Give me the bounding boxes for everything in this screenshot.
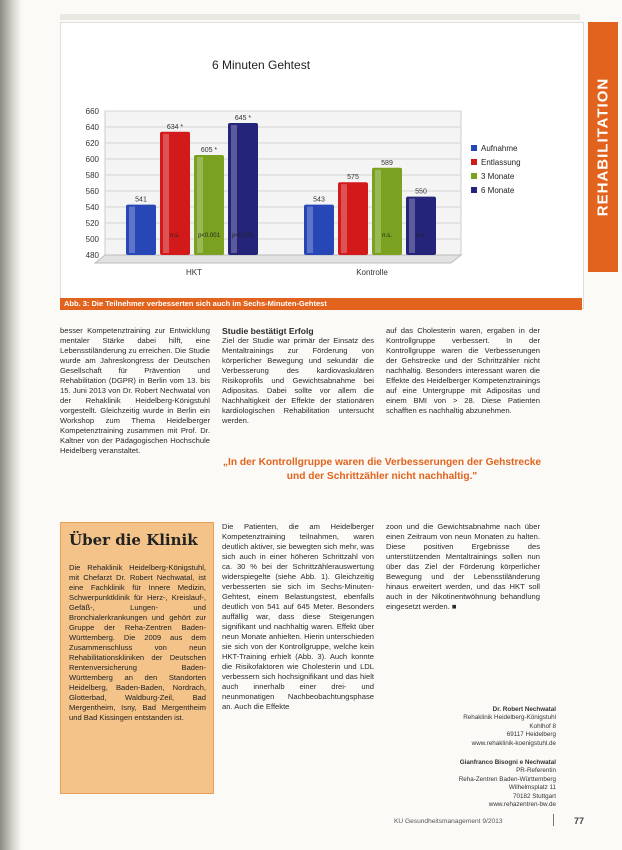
y-tick-label: 540: [85, 203, 99, 212]
legend-swatch: [471, 145, 477, 151]
pull-quote: „In der Kontrollgruppe waren die Verbesserungen der Gehstrecke und der Schrittzähler nicht nachhaltig.": [222, 457, 542, 482]
column-2-text: Ziel der Studie war primär der Einsatz des Mentaltrainings zur Förderung von körperlicher Bewegung und sekundär die Verbesserung des kardiovaskulären Risikoprofils und Gewichtsabnahme bei Adipositas. Dabei sollte vor allem die Nachhaltigkeit der Effekte der stationären kardiologischen Rehabilitation untersucht werden.: [222, 336, 374, 425]
bar-highlight: [129, 207, 135, 253]
legend-swatch: [471, 187, 477, 193]
contact-link[interactable]: www.rehaklinik-koenigstuhl.de: [471, 739, 556, 747]
bar-highlight: [163, 134, 169, 253]
column-3: [386, 326, 540, 416]
column-3-text: auf das Cholesterin waren, ergaben in der Kontrollgruppe verbessert. In der Kontrollgruppe waren die Verbesserungen der Gehstrecke und der Schrittzähler nicht nachhaltig. Besonders interessant waren die Effekte des Heidelberger Kompetenztrainings auf eine Untergruppe mit Adipositas und einem BMI von > 28. Diese Patienten schafften es nachhaltig abzunehmen.: [386, 326, 540, 415]
infobox-title: Über die Klinik: [69, 531, 198, 549]
data-label: 605 *: [200, 147, 218, 154]
legend-swatch: [471, 173, 477, 179]
data-label: 634 *: [166, 123, 184, 131]
column-2: [222, 326, 374, 426]
footer-separator: [553, 814, 554, 826]
contact-link[interactable]: www.rehazentren-bw.de: [488, 801, 556, 809]
x-tick-label: Kontrolle: [356, 268, 388, 277]
bar-highlight: [409, 199, 415, 253]
data-label: 575: [347, 174, 359, 182]
bar-chart: [61, 23, 583, 298]
legend-label: Entlassung: [481, 158, 521, 167]
column-1-text: besser Kompetenztraining zur Entwicklung mentaler Stärke dabei hilft, eine Lebensstiländerung zu erreichen. Die Studie wurde am Jahreskongress der Deutschen Gesellschaft für Prävention und Rehabilitation (DGPR) in Berlin vom 13. bis 15. Juni 2013 von Dr. Robert Nechwatal von der Rehaklinik Heidelberg-Königstuhl vorgestellt. Gleichzeitig wurde in Berlin ein Workshop zum Thema Heidelberger Kompetenztraining zusammen mit Prof. Dr. Kaltner von der Pädagogischen Hochschule Heidelberg veranstaltet.: [60, 326, 210, 455]
y-tick-label: 620: [85, 139, 99, 148]
data-label: 550: [415, 188, 427, 196]
significance-label: n.s.: [170, 233, 180, 239]
legend-label: 3 Monate: [481, 172, 515, 181]
y-tick-label: 520: [85, 219, 99, 228]
contact-line: Kohlhof 8: [529, 722, 556, 730]
infobox-text: Die Rehaklinik Heidelberg-Königstuhl, mit Chefarzt Dr. Robert Nechwatal, ist eine Fachklinik für Innere Medizin, Schwerpunktklinik für Herz-, Kreislauf-, Gefäß-, Lungen- und Bronchialerkrankungen und gehört zur Gruppe der Reha-Zentren Baden-Württemberg. Die 2009 aus dem Zusammenschluss von neun Rehabilitationskliniken der Deutschen Rentenversicherung Baden-Württemberg an den Standorten Heidelberg, Baden-Baden, Nordrach, Glotterbad, Waldburg-Zeil, Bad Mergentheim, Isny, Bad Mergentheim und Bad Kissingen entstanden ist.: [69, 563, 206, 722]
bar-highlight: [307, 207, 313, 253]
figure-caption: Abb. 3: Die Teilnehmer verbesserten sich auch im Sechs-Minuten-Gehtest: [60, 298, 582, 310]
legend-label: 6 Monate: [481, 186, 515, 195]
contact-line: Wilhelmsplatz 11: [508, 784, 556, 792]
footer-publication: KU Gesundheitsmanagement 9/2013: [394, 818, 503, 825]
column-2-lower-text: Die Patienten, die am Heidelberger Kompetenztraining teilnahmen, waren deutlich aktiver, sie bewegten sich mehr, was sich auch in einer höheren Schrittzahl von ca. 30 % bei der Schrittzählerauswertung widerspiegelte (siehe Abb. 1). Gleichzeitig verbesserten sie sich im Sechs-Minuten-Gehtest, einem Belastungstest, ebenfalls deutlich von 541 auf 645 Meter. Besonders auffällig war, dass diese Steigerungen signifikant und nachhaltig waren. Effekt über neun Monate anhielten. Hierin unterschieden sie sich von der Kontrollgruppe, welche kein HKT-Training erhielt (Abb. 3). Auch konnte die Risikofaktoren wie Cholesterin und LDL verbessern sich hochsignifikant und das hielt auch innerhalb einer drei- und neunmonatigen Nachbeobachtungsphase an. Auch die Effekte: [222, 522, 374, 711]
data-label: 543: [313, 196, 325, 204]
contact-line: 69117 Heidelberg: [506, 731, 556, 739]
significance-label: p<0.001: [198, 233, 220, 239]
plot-floor: [95, 255, 461, 263]
section-tab-label: REHABILITATION: [594, 77, 612, 217]
significance-label: n.s.: [382, 233, 392, 239]
chart-title: 6 Minuten Gehtest: [211, 58, 311, 72]
column-1: [60, 326, 210, 456]
significance-label: n.s.: [416, 233, 426, 239]
y-tick-label: 660: [85, 107, 99, 116]
data-label: 541: [135, 196, 147, 204]
contact-line: 70182 Stuttgart: [512, 792, 556, 800]
y-tick-label: 640: [85, 123, 99, 132]
contact-line: Gianfranco Bisogni e Nechwatal: [459, 759, 556, 767]
significance-label: p<0.001: [232, 233, 254, 239]
bar-highlight: [341, 184, 347, 253]
legend-label: Aufnahme: [481, 144, 518, 153]
column-3-lower: [386, 522, 540, 612]
y-tick-label: 560: [85, 187, 99, 196]
y-tick-label: 600: [85, 155, 99, 164]
section-tab: [588, 22, 618, 272]
data-label: 589: [381, 159, 393, 167]
bar-highlight: [375, 170, 381, 253]
contact-line: Dr. Robert Nechwatal: [492, 706, 556, 713]
x-tick-label: HKT: [186, 268, 202, 277]
clinic-infobox: [60, 522, 214, 794]
y-tick-label: 580: [85, 171, 99, 180]
legend-swatch: [471, 159, 477, 165]
subheading-study: Studie bestätigt Erfolg: [222, 326, 314, 336]
contact-block: [392, 706, 556, 809]
page-binding-shadow: [0, 0, 22, 850]
column-2-lower: [222, 522, 374, 712]
y-tick-label: 480: [85, 251, 99, 260]
top-rule: [60, 14, 580, 20]
chart-frame: [60, 22, 584, 309]
contact-line: PR-Referentin: [516, 767, 556, 775]
y-tick-label: 500: [85, 235, 99, 244]
column-3-lower-text: zoon und die Gewichtsabnahme nach über einen Zeitraum von neun Monaten zu halten. Diese positiven Ergebnisse des unterstützenden Mentaltrainings sollen nun über das Ziel der Förderung körperlicher Bewegung und der Lebensstiländerung hinaus erweitert werden, und das HKT soll auch in der Nikotinentwöhnung behandlung eingesetzt werden. ■: [386, 522, 540, 611]
data-label: 645 *: [234, 115, 252, 122]
contact-line: Rehaklinik Heidelberg-Königstuhl: [463, 714, 556, 722]
contact-line: Reha-Zentren Baden-Württemberg: [458, 775, 556, 783]
page-number: 77: [574, 816, 585, 826]
